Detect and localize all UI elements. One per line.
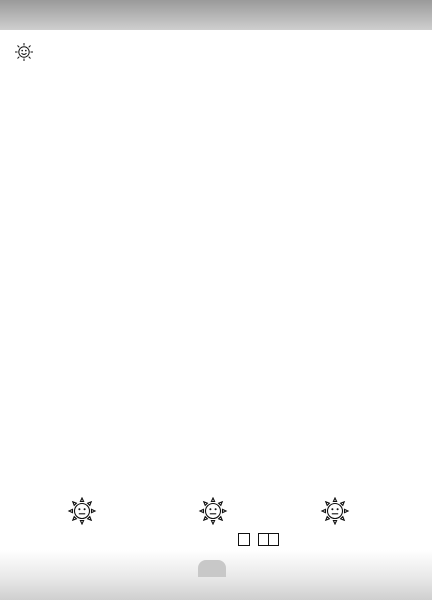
sun-icon[interactable]	[320, 497, 350, 530]
seconds-answer-cells[interactable]	[258, 533, 279, 546]
task-header	[6, 42, 416, 67]
seconds-answer-cell[interactable]	[268, 533, 279, 546]
examples-grid	[0, 86, 432, 506]
top-decorative-border	[0, 0, 432, 30]
sun-icon[interactable]	[67, 497, 97, 530]
best-time-line	[234, 533, 283, 546]
page-number	[198, 560, 226, 577]
sun-icon[interactable]	[198, 497, 228, 530]
minutes-answer-cell[interactable]	[238, 533, 250, 546]
sun-icon	[13, 42, 35, 67]
